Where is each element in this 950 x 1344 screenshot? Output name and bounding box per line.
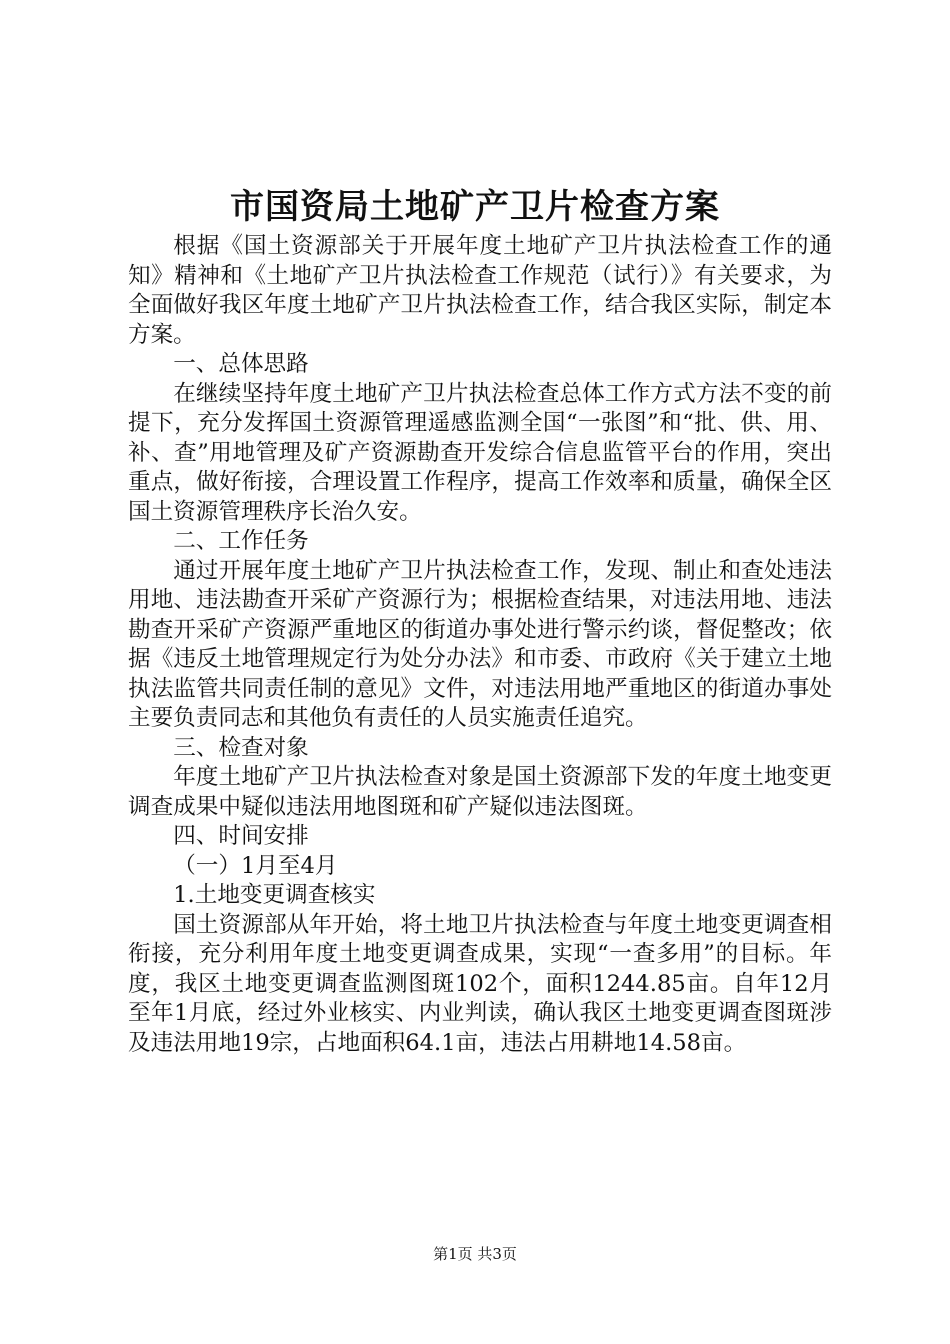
paragraph-intro: 根据《国土资源部关于开展年度土地矿产卫片执法检查工作的通知》精神和《土地矿产卫片执法检查工作规范（试行）》有关要求，为全面做好我区年度土地矿产卫片执法检查工作，结合我区实际，制定本方案。 <box>128 233 832 348</box>
subsection-heading-period: （一）1月至4月 <box>173 852 338 879</box>
paragraph-targets: 年度土地矿产卫片执法检查对象是国土资源部下发的年度土地变更调查成果中疑似违法用地图斑和矿产疑似违法图斑。 <box>128 764 832 820</box>
section-heading-overall: 一、总体思路 <box>173 351 309 377</box>
section-heading-targets: 三、检查对象 <box>173 734 309 761</box>
page-footer: 第1页 共3页 <box>433 1245 517 1263</box>
paragraph-tasks: 通过开展年度土地矿产卫片执法检查工作，发现、制止和查处违法用地、违法勘查开采矿产资源行为；根据检查结果，对违法用地、违法勘查开采矿产资源严重地区的街道办事处进行警示约谈，督促整改；依据《违反土地管理规定行为处分办法》和市委、市政府《关于建立土地执法监管共同责任制的意见》文件，对违法用地严重地区的街道办事处主要负责同志和其他负有责任的人员实施责任追究。 <box>128 557 832 731</box>
paragraph-overall: 在继续坚持年度土地矿产卫片执法检查总体工作方式方法不变的前提下，充分发挥国土资源管理遥感监测全国“一张图”和“批、供、用、补、查”用地管理及矿产资源勘查开发综合信息监管平台的作用，突出重点，做好衔接，合理设置工作程序，提高工作效率和质量，确保全区国土资源管理秩序长治久安。 <box>128 380 832 525</box>
section-heading-tasks: 二、工作任务 <box>173 528 309 554</box>
item-heading-survey: 1.土地变更调查核实 <box>173 882 376 908</box>
document-title: 市国资局土地矿产卫片检查方案 <box>230 187 720 227</box>
document-body <box>128 232 832 1058</box>
paragraph-survey: 国土资源部从年开始，将土地卫片执法检查与年度土地变更调查相衔接，充分利用年度土地变更调查成果，实现“一查多用”的目标。年度，我区土地变更调查监测图斑102个，面积1244.85亩。自年12月至年1月底，经过外业核实、内业判读，确认我区土地变更调查图斑涉及违法用地19宗，占地面积64.1亩，违法占用耕地14.58亩。 <box>128 911 832 1056</box>
section-heading-schedule: 四、时间安排 <box>173 823 309 849</box>
